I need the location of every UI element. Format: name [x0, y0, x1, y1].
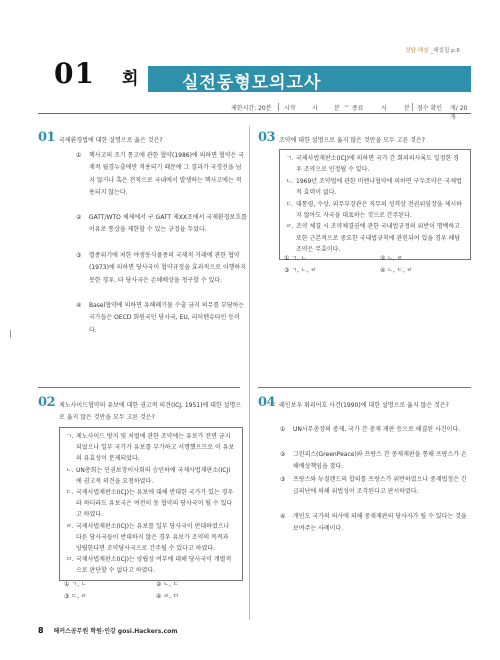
statement-text: 국제사법재판소(ICJ)에 의하면 국가 간 회의의사록도 일정한 경우 조약으로 인정될 수 있다. [296, 155, 459, 174]
choice-text: ㄷ, ㄹ [71, 593, 87, 600]
option-text: 핵사고의 조기 통고에 관한 협약(1986)에 의하면 협약은 국제적 월경누출에만 적용되기 때문에 그 결과가 국경선을 넘지 않거나 혹은 전적으로 국내에서 발생하는 핵사고에는 적용되지 않는다. [89, 152, 245, 197]
option-text: 멸종위기에 처한 야생동식물종의 국제적 거래에 관한 협약(1973)에 의하면 당사국이 협약규정을 효과적으로 이행하지 못한 경우, 타 당사국은 손해배상을 청구할 수 있다. [89, 252, 247, 284]
question-number: 04 [258, 395, 276, 410]
statement-item [66, 554, 236, 576]
question-01 [38, 130, 247, 382]
score-value: 개/ 20개 [450, 105, 468, 121]
option-text: 프랑스와 뉴질랜드의 합의를 프랑스가 위반하였으나 중재법정은 긴급피난에 의해 위법성이 조각된다고 판시하였다. [293, 476, 467, 496]
statement-text: 국제사법재판소(ICJ)는 양립성 여부에 대해 당사국이 개별적으로 판단할 수 없다고 하였다. [76, 556, 232, 575]
statement-marker: ㅁ. [66, 556, 74, 564]
statement-item [66, 465, 236, 487]
statement-marker: ㄷ. [286, 200, 294, 208]
exam-number: 01 [54, 57, 95, 90]
choice-text: ㄱ, ㄴ [291, 255, 307, 262]
choice-2[interactable] [380, 253, 403, 265]
choice-marker: ② [156, 581, 162, 588]
statement-box [279, 149, 471, 260]
choice-1[interactable] [64, 579, 87, 591]
footer-brand: 해커스공무원 학원·인강 gosi.Hackers.com [53, 628, 178, 635]
statement-text: 대통령, 수상, 외무부장관은 직무의 성격상 전권위임장을 제시하지 않아도 자국을 대표하는 것으로 간주된다. [296, 200, 462, 220]
score-label: 점수 확인 [417, 105, 443, 112]
margin-mark [10, 330, 11, 338]
option-marker: ④ [76, 302, 82, 309]
end-label: 종료 [352, 105, 364, 112]
column-divider [249, 126, 250, 620]
question-stem: 국제환경법에 대한 설명으로 옳은 것은? [59, 137, 163, 144]
statement-item [66, 431, 236, 465]
option-marker: ④ [280, 513, 286, 520]
statement-text: 국제사법재판소(ICJ)는 유보에 대해 반대한 국가가 있는 경우라 하더라도 유보국은 여전히 동 협약의 당사국이 될 수 있다고 하였다. [76, 489, 234, 519]
question-02 [38, 397, 243, 612]
option-text: UN사무총장의 중재, 국가 간 중재 재판 등으로 해결된 사건이다. [293, 426, 461, 433]
start-hour: 시 [312, 105, 318, 112]
answer-reference-label: 정답·해설 [405, 48, 429, 54]
statement-box [59, 427, 243, 581]
question-stem: 조약에 대한 설명으로 옳지 않은 것만을 모두 고른 것은? [279, 137, 425, 144]
statement-text: 1969년 조약법에 관한 비엔나협약에 의하면 구두조약은 국제법적 효력이 없다. [296, 177, 462, 197]
question-stem: 레인보우 워리어호 사건(1990)에 대한 설명으로 옳지 않은 것은? [279, 402, 449, 409]
exam-header [38, 56, 471, 96]
page-footer [38, 626, 178, 635]
option-text: 개인도 국가의 의사에 의해 중재재판의 당사자가 될 수 있다는 것을 보여주는 사례이다. [293, 513, 467, 533]
choice-marker: ③ [284, 267, 290, 274]
choice-marker: ④ [156, 593, 162, 600]
choice-marker: ④ [380, 267, 386, 274]
statement-marker: ㄱ. [286, 155, 294, 162]
option-marker: ② [76, 214, 82, 221]
exam-number-suffix: 회 [122, 69, 139, 89]
statement-item [66, 521, 236, 555]
option-marker: ① [280, 426, 286, 433]
choice-4[interactable] [156, 591, 179, 603]
start-label: 시작 [284, 105, 296, 112]
statement-marker: ㄴ. [66, 466, 74, 474]
statement-marker: ㄷ. [66, 489, 74, 497]
statement-marker: ㄹ. [66, 522, 74, 530]
question-number: 03 [258, 130, 276, 145]
question-stem: 제노사이드협약의 유보에 대한 권고적 의견(ICJ, 1951)에 대한 설명으로 옳지 않은 것만을 모두 고른 것은? [59, 402, 242, 422]
exam-title: 실전동형모의고사 [182, 73, 322, 93]
choice-text: ㄴ, ㄷ, ㄹ [387, 267, 413, 274]
option-text: GATT/WTO 체제에서 구 GATT 제XX조에서 국제환경보호를 이유로 통상을 제한할 수 있는 규정을 두었다. [89, 214, 247, 234]
question-03 [258, 132, 471, 282]
divider [412, 103, 413, 111]
question-number: 01 [38, 130, 56, 145]
statement-item [286, 153, 464, 176]
choice-marker: ③ [64, 593, 70, 600]
statement-text: 제노사이드 방지 및 처벌에 관한 조약에는 유보가 전면 금지되었으나 일부 국가가 유보를 부가하고 서명했으므로 이 유보의 유효성이 문제되었다. [76, 433, 235, 463]
option-marker: ② [280, 451, 286, 458]
statement-text: 국제사법재판소(ICJ)는 유보를 일부 당사국이 반대하였으나 다른 당사국들이 반대하지 않은 경우 유보가 조약의 목적과 양립한다면 조약당사국으로 간주될 수 있다고 하였다. [76, 522, 230, 553]
answer-reference-value: _해설집 p.6 [430, 48, 460, 54]
end-hour: 시 [381, 105, 387, 112]
statement-text: UN총회는 인권보장이사회의 승인하에 국제사법재판소(ICJ)에 권고적 의견을 요청하였다. [76, 466, 231, 485]
statement-marker: ㄱ. [66, 433, 74, 440]
option-marker: ① [76, 152, 82, 159]
choice-text: ㄹ, ㅁ [163, 593, 179, 600]
statement-text: 조약 체결 시 조약체결권에 관한 국내법규정의 위반이 명백하고 또한 근본적으로 중요한 국내법규칙에 관련되어 있을 경우 해당 조약은 무효이다. [296, 223, 461, 254]
choice-text: ㄱ, ㄴ, ㄹ [291, 267, 317, 274]
title-band [148, 66, 471, 92]
question-04 [258, 395, 471, 533]
start-minute: 분 [334, 105, 340, 112]
option-text: 그린피스(GreenPeace)와 프랑스 간 중재재판을 통해 프랑스가 손해배상책임을 졌다. [293, 451, 467, 471]
answer-reference [405, 46, 460, 54]
choice-2[interactable] [156, 579, 179, 591]
end-minute: 분 [404, 105, 410, 112]
statement-marker: ㄹ. [286, 223, 294, 231]
choice-text: ㄱ, ㄴ [71, 581, 87, 588]
section-rule [38, 387, 240, 388]
statement-item [66, 487, 236, 521]
choice-marker: ① [284, 255, 290, 262]
choice-marker: ② [380, 255, 386, 262]
statement-item [286, 199, 464, 222]
choice-3[interactable] [64, 591, 87, 603]
section-rule [258, 387, 471, 388]
choice-text: ㄴ, ㄷ [163, 581, 179, 588]
option-text: Basel협약에 의하면 유해폐기물 수출 금지 의무를 부담하는 국가들은 OECD 회원국인 당사국, EU, 리히텐슈타인 등이다. [89, 302, 245, 334]
time-limit: 제한시간: 20분 [231, 105, 272, 112]
page-number: 8 [38, 626, 44, 635]
statement-item [286, 221, 464, 255]
time-separator: ~ [344, 103, 350, 110]
option-marker: ③ [280, 476, 286, 483]
divider [278, 103, 279, 111]
choice-text: ㄴ, ㄹ [387, 255, 403, 262]
time-bar [38, 101, 471, 121]
choice-4[interactable] [380, 265, 412, 277]
choice-1[interactable] [284, 253, 307, 265]
choice-marker: ① [64, 581, 70, 588]
option-marker: ③ [76, 252, 82, 259]
choice-3[interactable] [284, 265, 316, 277]
statement-marker: ㄴ. [286, 177, 294, 185]
question-number: 02 [38, 395, 56, 410]
statement-item [286, 176, 464, 199]
